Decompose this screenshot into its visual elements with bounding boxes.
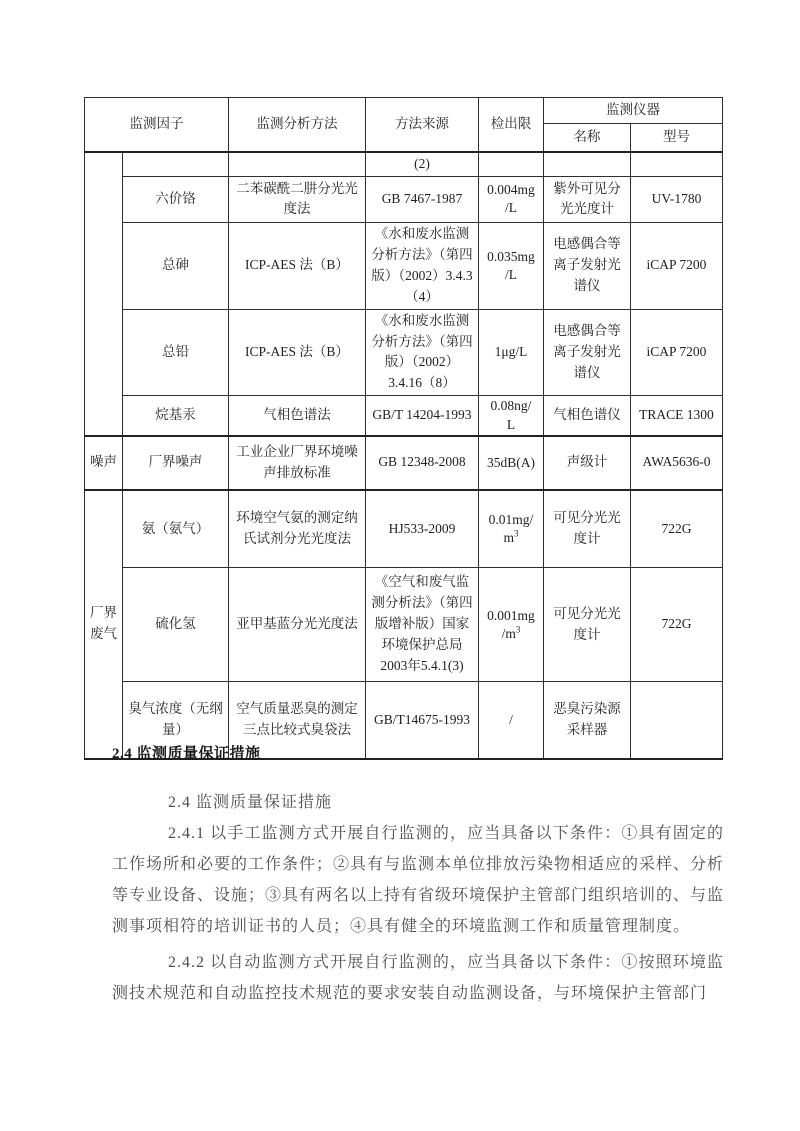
table-row-boundary-noise (85, 436, 723, 490)
cell-factor (123, 152, 229, 176)
cell-limit: 0.035mg /L (479, 222, 544, 309)
header-instrument: 监测仪器 (544, 98, 723, 124)
table-row-hexavalent-chromium (85, 176, 723, 222)
cell-factor: 厂界噪声 (123, 436, 229, 490)
cell-method: 环境空气氨的测定纳氏试剂分光光度法 (229, 490, 366, 568)
monitoring-table (84, 97, 723, 760)
table-row-total-lead (85, 309, 723, 396)
cell-instrument-model: UV-1780 (631, 176, 723, 222)
section-2-4 (112, 742, 724, 1009)
cell-instrument-model: AWA5636-0 (631, 436, 723, 490)
table-row-continuation (85, 152, 723, 176)
cell-limit: 1μg/L (479, 309, 544, 396)
cell-method: ICP-AES 法（B） (229, 309, 366, 396)
cell-method: 工业企业厂界环境噪声排放标准 (229, 436, 366, 490)
cell-instrument-name: 紫外可见分光光度计 (544, 176, 631, 222)
sub-heading: 2.4 监测质量保证措施 (168, 794, 333, 811)
cell-instrument-model: iCAP 7200 (631, 309, 723, 396)
cell-source: GB 7467-1987 (366, 176, 479, 222)
cell-limit (479, 152, 544, 176)
cell-instrument-model: iCAP 7200 (631, 222, 723, 309)
cell-source: (2) (366, 152, 479, 176)
cell-limit: 0.08ng/ L (479, 396, 544, 436)
table-row-hydrogen-sulfide (85, 568, 723, 682)
cell-method: 二苯碳酰二肼分光光度法 (229, 176, 366, 222)
cell-limit: / (479, 682, 544, 759)
cell-group-boundary-gas: 厂界废气 (85, 490, 123, 759)
cell-instrument-name: 气相色谱仪 (544, 396, 631, 436)
header-source: 方法来源 (366, 98, 479, 153)
header-limit: 检出限 (479, 98, 544, 153)
cell-factor: 硫化氢 (123, 568, 229, 682)
cell-method: ICP-AES 法（B） (229, 222, 366, 309)
cell-factor: 六价铬 (123, 176, 229, 222)
header-instrument-name: 名称 (544, 124, 631, 153)
cell-factor: 臭气浓度（无纲量） (123, 682, 229, 759)
cell-instrument-name: 可见分光光度计 (544, 490, 631, 568)
cell-instrument-name: 可见分光光度计 (544, 568, 631, 682)
cell-source: GB/T14675-1993 (366, 682, 479, 759)
cell-instrument-model: 722G (631, 568, 723, 682)
cell-limit: 0.01mg/ $m^3$ (479, 490, 544, 568)
cell-limit: 35dB(A) (479, 436, 544, 490)
cell-instrument-name: 声级计 (544, 436, 631, 490)
table-row-total-arsenic (85, 222, 723, 309)
header-method: 监测分析方法 (229, 98, 366, 153)
cell-factor: 烷基汞 (123, 396, 229, 436)
cell-group-noise: 噪声 (85, 436, 123, 490)
cell-source: 《水和废水监测分析方法》（第四版）（2002）3.4.3（4） (366, 222, 479, 309)
cell-limit: 0.001mg $/m^3$ (479, 568, 544, 682)
section-heading: 2.4 监测质量保证措施 (112, 746, 261, 762)
paragraph-2-4-2: 2.4.2 以自动监测方式开展自行监测的，应当具备以下条件：①按照环境监测技术规范和自动监控技术规范的要求安装自动监测设备，与环境保护主管部门 (112, 954, 724, 1002)
cell-instrument-name: 电感偶合等离子发射光谱仪 (544, 222, 631, 309)
cell-instrument-name: 电感偶合等离子发射光谱仪 (544, 309, 631, 396)
paragraph-2-4-1: 2.4.1 以手工监测方式开展自行监测的，应当具备以下条件：①具有固定的工作场所和必要的工作条件；②具有与监测本单位排放污染物相适应的采样、分析等专业设备、设施；③具有两名以上持有省级环境保护主管部门组织培训的、与监测事项相符的培训证书的人员；④具有健全的环境监测工作和质量管理制度。 (112, 825, 725, 935)
cell-source: 《水和废水监测分析方法》（第四版）（2002） 3.4.16（8） (366, 309, 479, 396)
cell-group-wastewater (85, 152, 123, 436)
header-factor: 监测因子 (85, 98, 229, 153)
cell-factor: 氨（氨气） (123, 490, 229, 568)
cell-factor: 总铅 (123, 309, 229, 396)
cell-source: GB 12348-2008 (366, 436, 479, 490)
cell-source: 《空气和废气监测分析法》（第四版增补版）国家环境保护总局2003年5.4.1(3) (366, 568, 479, 682)
cell-method (229, 152, 366, 176)
cell-instrument-model (631, 152, 723, 176)
cell-method: 空气质量恶臭的测定三点比较式臭袋法 (229, 682, 366, 759)
cell-limit: 0.004mg /L (479, 176, 544, 222)
cell-instrument-name: 恶臭污染源采样器 (544, 682, 631, 759)
cell-factor: 总砷 (123, 222, 229, 309)
cell-method: 亚甲基蓝分光光度法 (229, 568, 366, 682)
table-row-alkyl-mercury (85, 396, 723, 436)
cell-instrument-name (544, 152, 631, 176)
table-row-ammonia (85, 490, 723, 568)
cell-instrument-model: TRACE 1300 (631, 396, 723, 436)
cell-instrument-model: 722G (631, 490, 723, 568)
cell-source: HJ533-2009 (366, 490, 479, 568)
header-instrument-model: 型号 (631, 124, 723, 153)
monitoring-table-wrap (84, 97, 722, 760)
cell-source: GB/T 14204-1993 (366, 396, 479, 436)
table-header-row-1 (85, 98, 723, 124)
cell-method: 气相色谱法 (229, 396, 366, 436)
section-body (112, 787, 724, 1009)
